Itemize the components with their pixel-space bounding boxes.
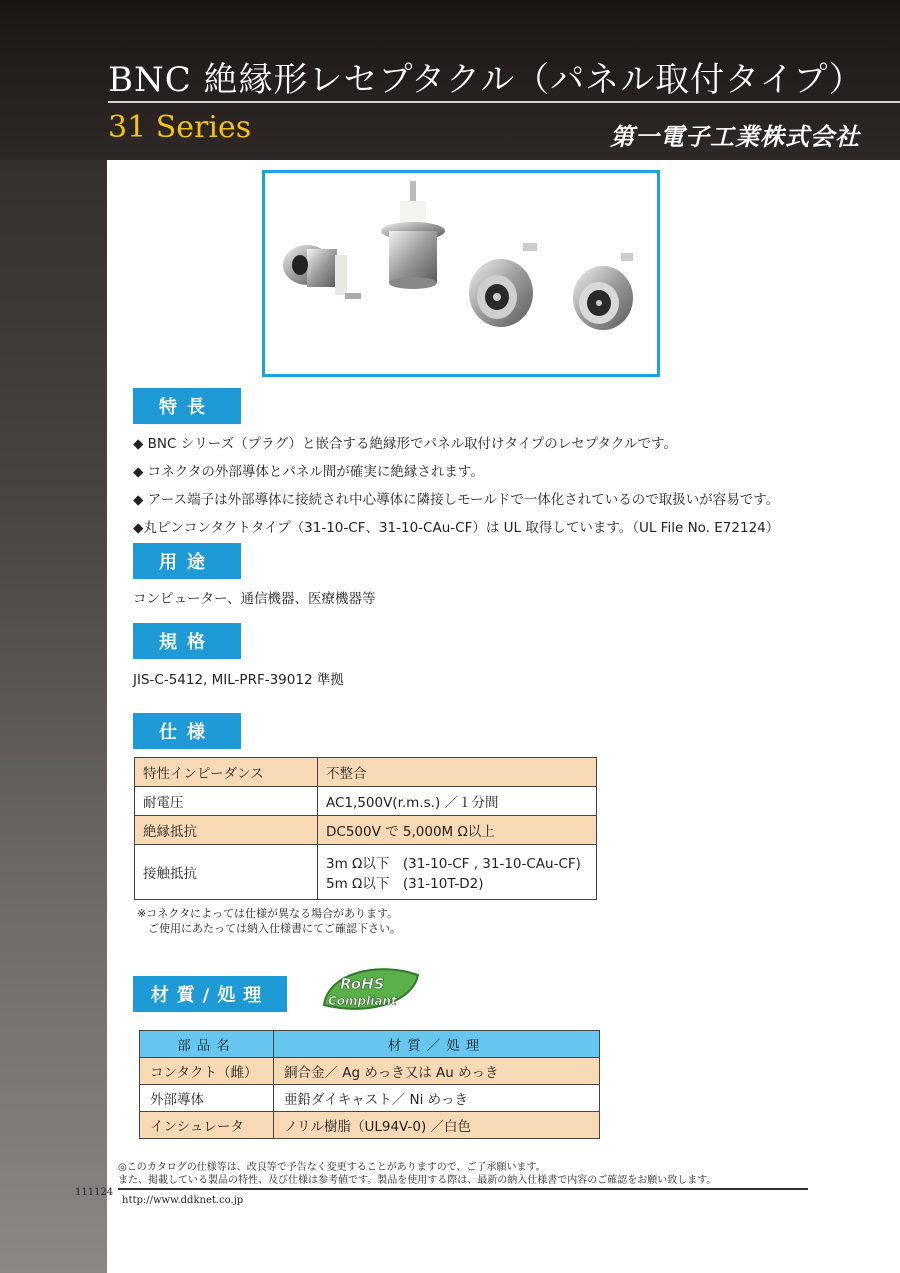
spec-value bbox=[318, 845, 597, 900]
part-material: 銅合金／ Ag めっき又は Au めっき bbox=[274, 1058, 600, 1085]
footer-notes bbox=[118, 1161, 716, 1187]
feature-item: ◆丸ピンコンタクトタイプ（31-10-CF、31-10-CAu-CF）は UL 取得しています。（UL File No. E72124） bbox=[133, 520, 780, 536]
connector-2-image bbox=[381, 181, 445, 289]
spec-note-line: ※コネクタによっては仕様が異なる場合があります。 bbox=[137, 907, 399, 920]
table-row bbox=[135, 816, 597, 845]
spec-value-line: 5m Ω以下 (31-10T-D2) bbox=[326, 876, 484, 892]
table-row bbox=[140, 1058, 600, 1085]
table-row bbox=[140, 1112, 600, 1139]
table-row bbox=[135, 787, 597, 816]
company-logo: 第一電子工業株式会社 bbox=[610, 123, 860, 151]
spec-label: 絶縁抵抗 bbox=[135, 816, 318, 845]
column-header-part: 部品名 bbox=[140, 1031, 274, 1058]
spec-note bbox=[137, 906, 401, 936]
part-material: ノリル樹脂（UL94V-0) ／白色 bbox=[274, 1112, 600, 1139]
rohs-text: RoHS bbox=[340, 975, 385, 993]
spec-value: DC500V で 5,000M Ω以上 bbox=[318, 816, 597, 845]
standards-text: JIS-C-5412, MIL-PRF-39012 準拠 bbox=[133, 672, 344, 688]
part-name: 外部導体 bbox=[140, 1085, 274, 1112]
table-header-row bbox=[140, 1031, 600, 1058]
materials-table bbox=[139, 1030, 600, 1139]
section-title-uses: 用途 bbox=[133, 543, 241, 579]
part-name: コンタクト（雌） bbox=[140, 1058, 274, 1085]
page-title: BNC 絶縁形レセプタクル（パネル取付タイプ） bbox=[108, 60, 864, 100]
feature-item: ◆ BNC シリーズ（プラグ）と嵌合する絶縁形でパネル取付けタイプのレセプタクルです。 bbox=[133, 436, 677, 452]
spec-label: 接触抵抗 bbox=[135, 845, 318, 900]
spec-label: 特性インピーダンス bbox=[135, 758, 318, 787]
website-link[interactable]: http://www.ddknet.co.jp bbox=[122, 1195, 244, 1206]
series-name: 31 Series bbox=[108, 110, 252, 145]
table-row bbox=[140, 1085, 600, 1112]
column-header-material: 材質／処理 bbox=[274, 1031, 600, 1058]
table-row bbox=[135, 758, 597, 787]
connector-3-image bbox=[469, 243, 537, 327]
table-row bbox=[135, 845, 597, 900]
rohs-leaf-icon bbox=[318, 965, 422, 1015]
footer-divider bbox=[118, 1188, 808, 1190]
footer-note-line: ◎このカタログの仕様等は、改良等で予告なく変更することがありますので、ご了承願います。 bbox=[118, 1162, 546, 1173]
document-number: 111124 bbox=[75, 1187, 114, 1198]
feature-item: ◆ コネクタの外部導体とパネル間が確実に絶縁されます。 bbox=[133, 464, 484, 480]
section-title-specs: 仕様 bbox=[133, 713, 241, 749]
spec-label: 耐電圧 bbox=[135, 787, 318, 816]
rohs-compliant-text: Compliant bbox=[328, 994, 397, 1008]
spec-value: AC1,500V(r.m.s.) ／１分間 bbox=[318, 787, 597, 816]
spec-value: 不整合 bbox=[318, 758, 597, 787]
features-list bbox=[133, 432, 779, 544]
page-header bbox=[0, 0, 900, 160]
feature-item: ◆ アース端子は外部導体に接続され中心導体に隣接しモールドで一体化されているので取扱いが容易です。 bbox=[133, 492, 780, 508]
part-material: 亜鉛ダイキャスト／ Ni めっき bbox=[274, 1085, 600, 1112]
connector-1-image bbox=[283, 245, 361, 299]
left-sidebar-band bbox=[0, 0, 107, 1273]
section-title-standards: 規格 bbox=[133, 623, 241, 659]
section-title-materials: 材質/処理 bbox=[133, 976, 287, 1012]
connector-illustration bbox=[265, 173, 657, 374]
part-name: インシュレータ bbox=[140, 1112, 274, 1139]
spec-table bbox=[134, 757, 597, 900]
footer-note-line: また、掲載している製品の特性、及び仕様は参考値です。製品を使用する際は、最新の納入仕様書で内容のご確認をお願い致します。 bbox=[118, 1175, 717, 1186]
uses-text: コンピューター、通信機器、医療機器等 bbox=[133, 591, 376, 607]
section-title-features: 特長 bbox=[133, 388, 241, 424]
spec-note-line: ご使用にあたっては納入仕様書にてご確認下さい。 bbox=[137, 922, 401, 935]
spec-value-line: 3m Ω以下 (31-10-CF , 31-10-CAu-CF) bbox=[326, 856, 581, 872]
title-divider bbox=[108, 101, 900, 103]
product-photo bbox=[262, 170, 660, 377]
connector-4-image bbox=[573, 253, 633, 330]
